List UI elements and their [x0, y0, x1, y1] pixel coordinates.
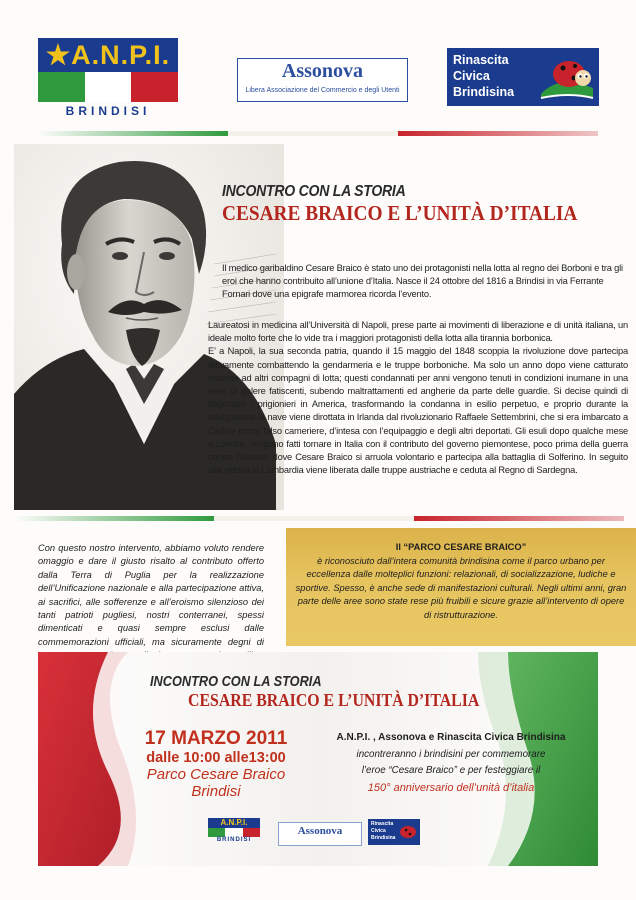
- tricolor-stripe-white: [228, 131, 398, 136]
- mini-rinascita-logo: Rinascita Civica Brindisina: [368, 819, 420, 845]
- park-info-title: Il “PARCO CESARE BRAICO”: [395, 542, 527, 552]
- event-date: 17 MARZO 2011: [144, 728, 288, 749]
- article-title: CESARE BRAICO E L’UNITÀ D’ITALIA: [222, 201, 578, 225]
- event-time: dalle 10:00 alle13:00: [146, 750, 286, 766]
- event-line-2: l’eroe “Cesare Braico” e per festeggiare il: [361, 765, 541, 776]
- assonova-logo-subtitle: Libera Associazione del Commercio e degli Utenti: [245, 87, 400, 94]
- rinascita-civica-logo-text: Rinascita Civica Brindisina: [453, 53, 515, 99]
- event-organizers: A.N.P.I. , Assonova e Rinascita Civica Brindisina: [336, 732, 566, 743]
- italian-flag-icon: [38, 72, 178, 102]
- article-paragraph: Laureatosi in medicina all’Università di Napoli, prese parte ai movimenti di liberazione e di unità italiana, un ideale molto forte che lo vide tra i maggiori protagonisti della lotta alla tirannia borbonica.: [208, 320, 628, 344]
- article-body: [208, 319, 628, 477]
- mini-assonova-logo: Assonova: [278, 822, 362, 846]
- anpi-logo-name: ★A.N.P.I.: [38, 38, 178, 72]
- event-description: [320, 730, 582, 796]
- italian-flag-icon: [208, 828, 260, 837]
- event-city: Brindisi: [191, 783, 241, 800]
- article-intro: Il medico garibaldino Cesare Braico è stato uno dei protagonisti nella lotta al regno dei Borboni e tra gli eroi che hanno contribuito all’unione d’Italia. Nasce il 24 ottobre del 1816 a Brindisi in via Ferrante Fornari dove una epigrafe marmorea ricorda l’evento.: [222, 263, 623, 300]
- event-line-1: incontreranno i brindisini per commemorare: [356, 748, 546, 760]
- tricolor-stripe-green: [14, 516, 214, 521]
- invitation-card: [38, 652, 598, 866]
- tricolor-stripe-red: [398, 131, 598, 136]
- mini-anpi-logo: A.N.P.I. BRINDISI: [208, 818, 260, 846]
- ladybug-mascot-icon: [398, 823, 418, 841]
- rinascita-civica-logo: [447, 48, 599, 106]
- assonova-logo-name: Assonova: [281, 60, 364, 82]
- event-details: [116, 728, 316, 800]
- ladybug-mascot-icon: [539, 54, 595, 100]
- anpi-logo-city: BRINDISI: [65, 104, 151, 118]
- dedication-note: Con questo nostro intervento, abbiamo voluto rendere omaggio e dare il giusto risalto al contributo offerto dalla Terra di Puglia per la realizzazione dell’Unificazione nazionale e alla partecipazione attiva, ai sacrifici, alle sofferenze e all’eroismo silenzioso dei tanti patrioti pugliesi, nostri conterranei, spessi dimenticati e quasi sempre esclusi dalle commemorazioni ufficiali, ma sicuramente degni di: [38, 543, 264, 647]
- tricolor-stripe-green: [38, 131, 228, 136]
- assonova-logo: [237, 58, 408, 102]
- card-kicker: INCONTRO CON LA STORIA: [150, 674, 322, 690]
- event-place: Parco Cesare Braico: [146, 766, 286, 783]
- event-anniversary: 150° anniversario dell’unità d’italia: [367, 781, 535, 794]
- tricolor-stripe-red: [414, 516, 624, 521]
- park-info-box: [286, 528, 636, 646]
- anpi-logo: [38, 38, 178, 118]
- park-info-text: [294, 541, 628, 623]
- card-title: CESARE BRAICO E L’UNITÀ D’ITALIA: [188, 690, 480, 710]
- tricolor-stripe-white: [214, 516, 414, 521]
- star-icon: ★: [45, 40, 72, 70]
- article-kicker: INCONTRO CON LA STORIA: [222, 183, 406, 200]
- park-info-body: è riconosciuto dall’intera comunità brindisina come il parco urbano per eccellenza dalle molteplici funzioni: relazionali, di socializzazione, ludiche e sportive. Spesso, è anche sede di manifestazioni culturali. Negli ultimi anni, gran parte delle aree sono state rese più fruibili e sicure grazie all’intervento di opere di ristrutturazione.: [295, 555, 627, 620]
- article-paragraph: E’ a Napoli, la sua seconda patria, quando il 15 maggio del 1848 scoppia la rivoluzione dove partecipa attivamente combattendo la gendarmeria e le truppe borboniche. Ma solo un anno dopo viene catturato insieme ad altri compagni di lotta; questi condannati per anni vengono tenuti in condizioni inumane in una serie di galere fatiscenti, subendo maltrattamenti ed angherie da parte delle guardie. Si decise quindi di deportare i prigionieri in America, trasformando la condanna in esilio perpetuo, e proprio durante la navigazione la nave viene dirottata in Irlanda dal rivoluzionario Raffaele Settembrini, che si era imbarcato a Cadice come falso cameriere, d’intesa con l’equipaggio e degli altri deportati. Gli esuli dopo qualche mese a Londra, vengono fatti tornare in Italia con il contributo del governo piemontese, poco prima della guerra contro l’Austria, dove Cesare Braico si arruola volontario e partecipa alla battaglia di Solferino. In seguito alla vittoria la Lombardia viene liberata dalle truppe austriache e ceduta al Regno di Sardegna.: [208, 346, 628, 476]
